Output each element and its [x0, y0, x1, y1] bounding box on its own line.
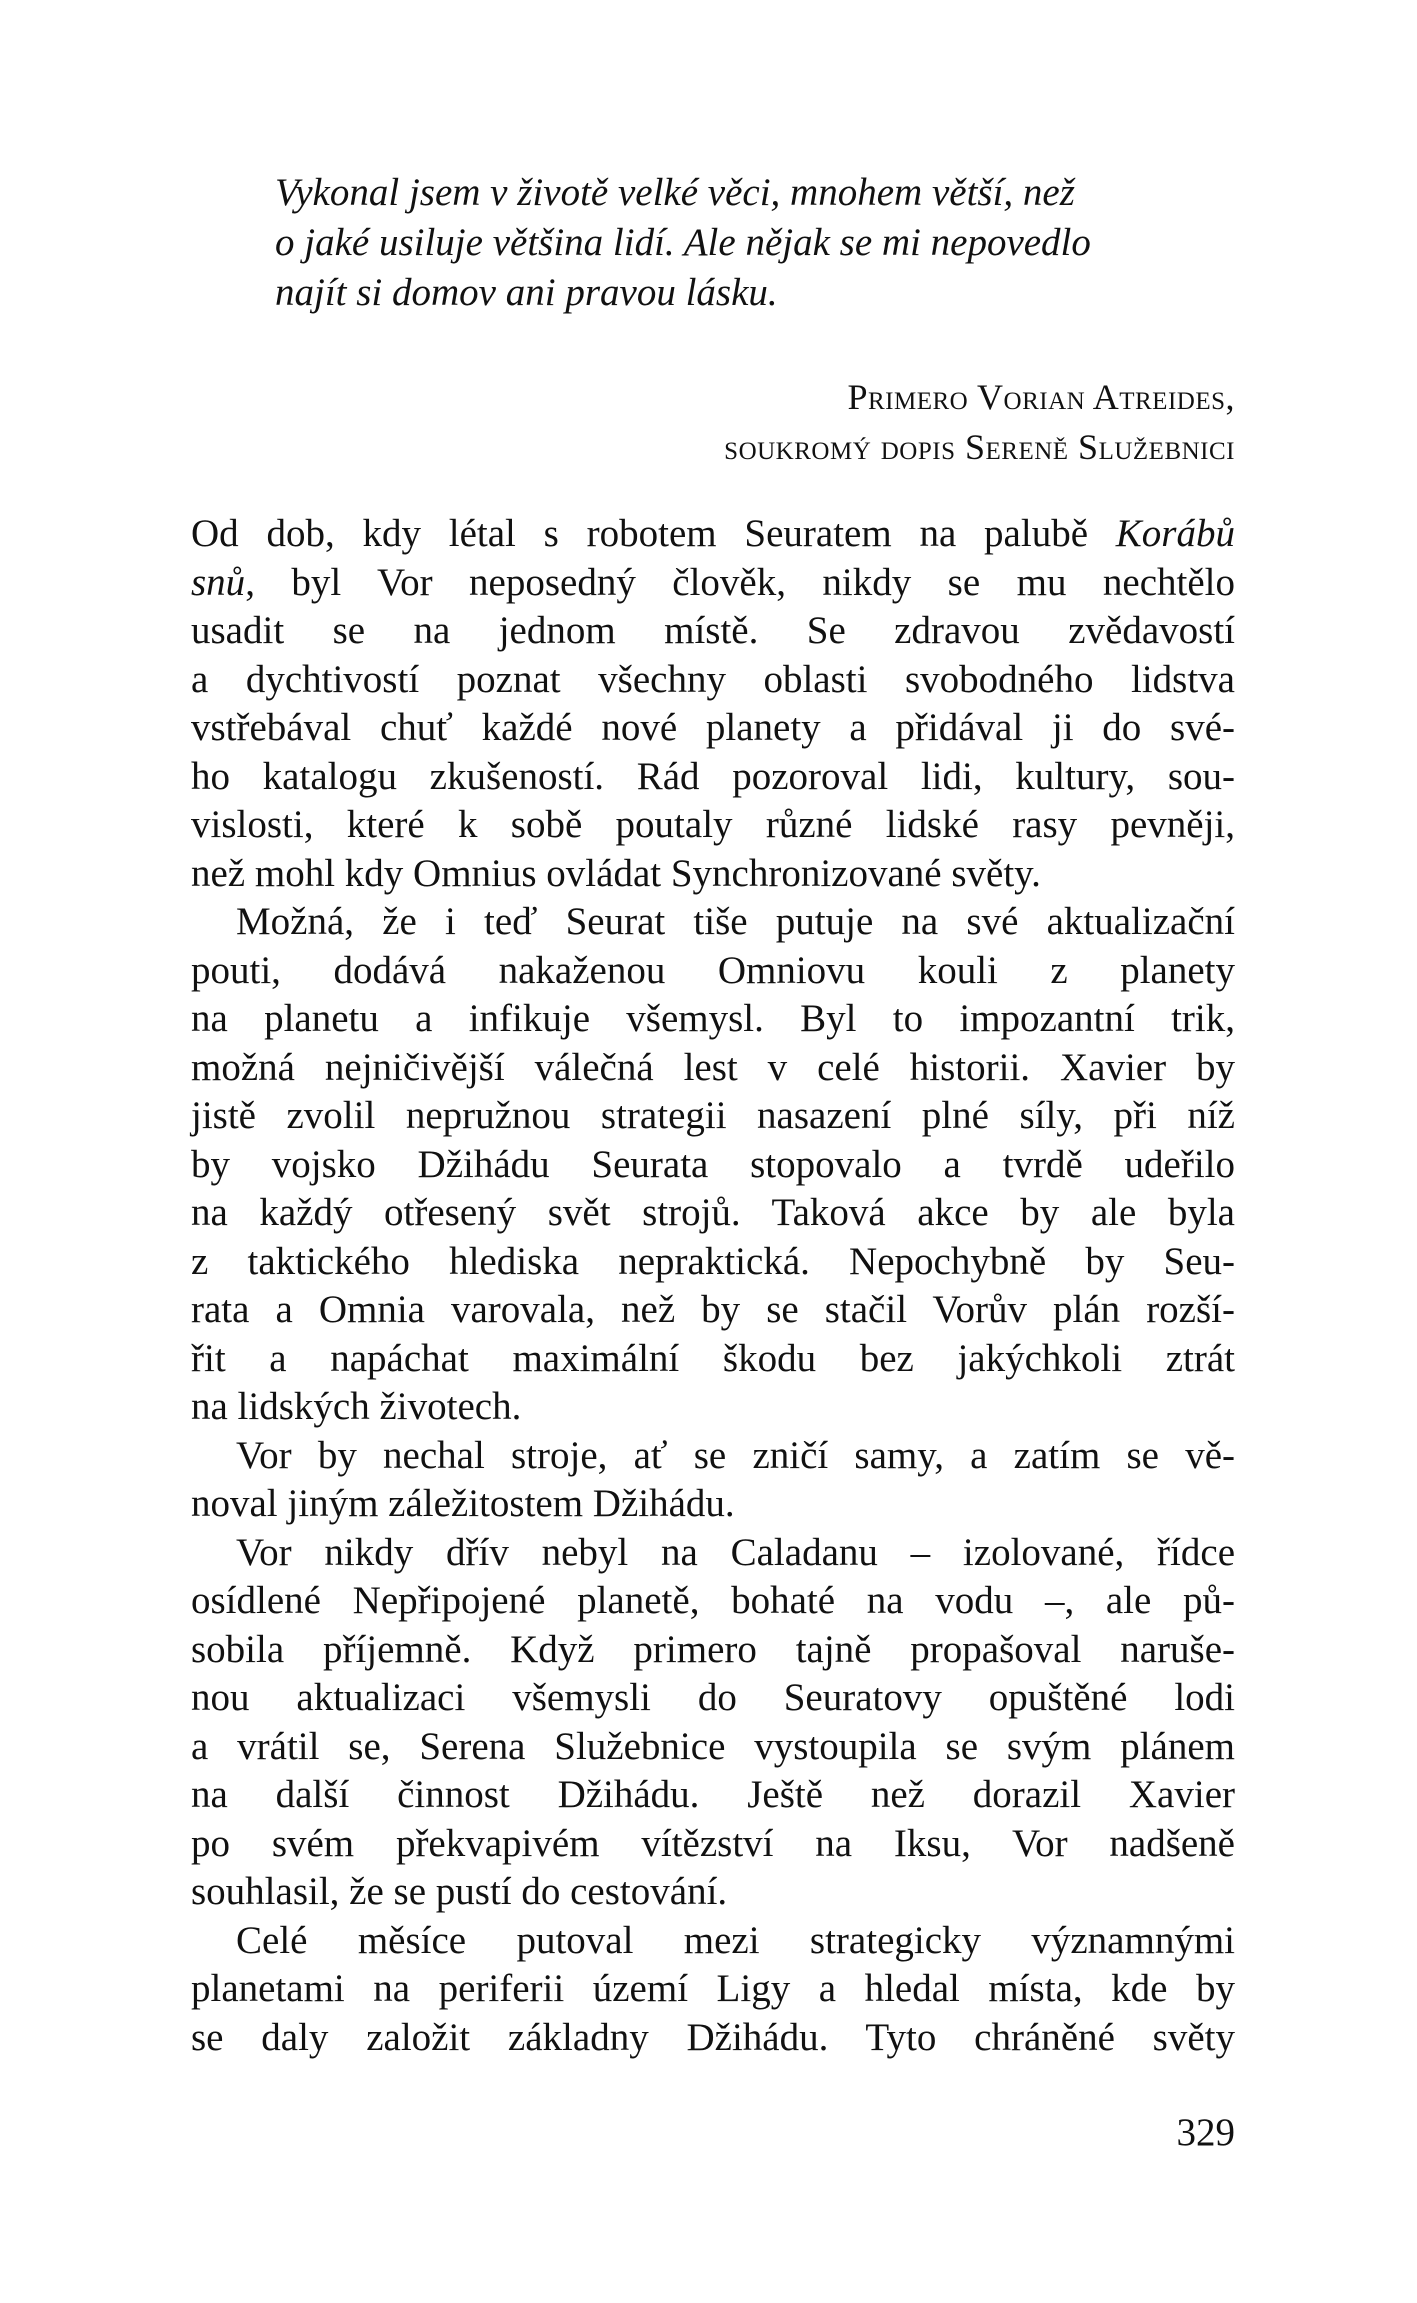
paragraph-3	[191, 1432, 1235, 1529]
text-line: po svém překvapivém vítězství na Iksu, Vor nadšeně	[191, 1821, 1235, 1865]
text-line	[191, 559, 1235, 608]
text-run: Od dob, kdy létal s robotem Seuratem na palubě	[191, 512, 1116, 555]
text-line: vstřebával chuť každé nové planety a přidával ji do své-	[191, 706, 1235, 749]
text-line: nou aktualizaci všemysli do Seuratovy opuštěné lodi	[191, 1676, 1235, 1719]
text-line: souhlasil, že se pustí do cestování.	[191, 1870, 728, 1913]
paragraph-2	[191, 898, 1235, 1432]
text-line: osídlené Nepřipojené planetě, bohaté na vodu –, ale pů-	[191, 1579, 1235, 1622]
epigraph-line: o jaké usiluje většina lidí. Ale nějak se mi nepovedlo	[275, 221, 1091, 264]
text-line: na planetu a infikuje všemysl. Byl to impozantní trik,	[191, 997, 1235, 1040]
text-line: usadit se na jednom místě. Se zdravou zvědavostí	[191, 609, 1235, 652]
epigraph-attribution	[724, 372, 1235, 472]
text-line: a vrátil se, Serena Služebnice vystoupila se svým plánem	[191, 1724, 1235, 1768]
text-line: Vor by nechal stroje, ať se zničí samy, a zatím se vě-	[236, 1433, 1235, 1477]
paragraph-5	[191, 1917, 1235, 2063]
text-line: na každý otřesený svět strojů. Taková akce by ale byla	[191, 1191, 1235, 1234]
text-line: sobila příjemně. Když primero tajně propašoval naruše-	[191, 1627, 1235, 1671]
text-line: a dychtivostí poznat všechny oblasti svobodného lidstva	[191, 657, 1235, 701]
text-line: noval jiným záležitostem Džihádu.	[191, 1482, 735, 1525]
text-line: Možná, že i teď Seurat tiše putuje na své aktualizační	[236, 900, 1235, 943]
italic-title-run: snů	[191, 560, 246, 604]
epigraph-line: najít si domov ani pravou lásku.	[275, 271, 778, 314]
paragraph-1	[191, 510, 1235, 898]
text-line: než mohl kdy Omnius ovládat Synchronizované světy.	[191, 851, 1041, 895]
page-number: 329	[1176, 2111, 1235, 2154]
text-run: , byl Vor neposedný člověk, nikdy se mu nechtělo	[245, 560, 1235, 604]
text-line: na lidských životech.	[191, 1385, 522, 1428]
text-line	[191, 510, 1235, 559]
text-line: řit a napáchat maximální škodu bez jakýchkoli ztrát	[191, 1336, 1235, 1380]
text-line: Vor nikdy dřív nebyl na Caladanu – izolované, řídce	[236, 1530, 1235, 1574]
text-line: ho katalogu zkušeností. Rád pozoroval lidi, kultury, sou-	[191, 754, 1235, 798]
text-line: planetami na periferii území Ligy a hledal místa, kde by	[191, 1967, 1235, 2010]
text-line: by vojsko Džihádu Seurata stopovalo a tvrdě udeřilo	[191, 1142, 1235, 1186]
text-line: jistě zvolil nepružnou strategii nasazení plné síly, při níž	[191, 1094, 1235, 1137]
epigraph-line: Vykonal jsem v životě velké věci, mnohem větší, než	[275, 171, 1075, 214]
attribution-source: soukromý dopis Sereně Služebnici	[724, 427, 1235, 467]
italic-title-run: Korábů	[1115, 512, 1235, 555]
text-line: rata a Omnia varovala, než by se stačil Vorův plán rozší-	[191, 1288, 1235, 1331]
text-line: se daly založit základny Džihádu. Tyto chráněné světy	[191, 2015, 1235, 2059]
text-line: vislosti, které k sobě poutaly různé lidské rasy pevněji,	[191, 803, 1235, 846]
text-line: na další činnost Džihádu. Ještě než dorazil Xavier	[191, 1773, 1235, 1816]
epigraph-quote	[275, 168, 1235, 318]
paragraph-4	[191, 1529, 1235, 1917]
text-line: možná nejničivější válečná lest v celé historii. Xavier by	[191, 1045, 1235, 1089]
text-line: Celé měsíce putoval mezi strategicky významnými	[236, 1918, 1235, 1962]
text-line: pouti, dodává nakaženou Omniovu kouli z planety	[191, 948, 1235, 992]
text-line: z taktického hlediska nepraktická. Nepochybně by Seu-	[191, 1239, 1235, 1283]
attribution-author: Primero Vorian Atreides,	[847, 377, 1235, 417]
body-text	[191, 510, 1235, 2062]
